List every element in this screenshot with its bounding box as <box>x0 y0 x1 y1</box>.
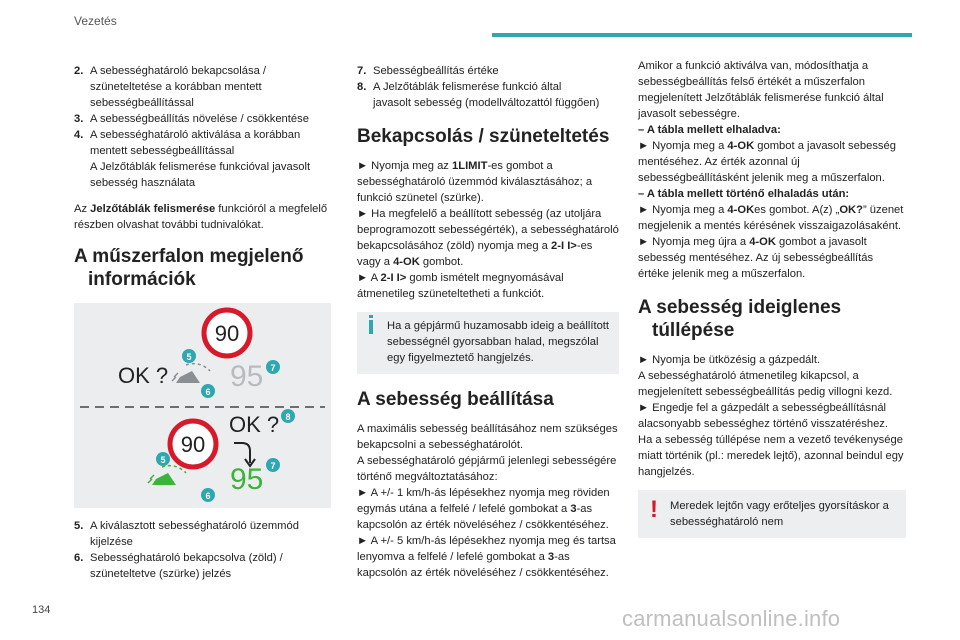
list-item <box>74 550 334 582</box>
badge-6-bottom-label: 6 <box>205 491 211 501</box>
running-header: Vezetés <box>74 14 117 28</box>
info-box <box>357 312 619 374</box>
badge-7-top-label: 7 <box>270 363 276 373</box>
item-number: 4. <box>74 129 84 141</box>
item-text: Sebességhatároló bekapcsolva (zöld) / szüneteltetve (szürke) jelzés <box>90 552 283 580</box>
list-item <box>74 111 334 127</box>
arrow-down-icon <box>234 443 250 463</box>
paragraph: ► Ha megfelelő a beállított sebesség (az utoljára beprogramozott sebességérték), a sebességhatároló bekapcsolásához (zöld) nyomja meg a 2-I I>-es vagy a 4-OK gombot. <box>357 208 619 268</box>
item-text: Sebességbeállítás értéke <box>373 65 499 77</box>
item-text: A sebességhatároló bekapcsolása / szüneteltetése a korábban mentett sebességbeállítással <box>90 65 267 109</box>
set-speed-top: 95 <box>230 360 264 393</box>
speed-limit-sign-bottom-value: 90 <box>180 432 206 457</box>
section-heading: A sebesség beállítása <box>357 389 554 410</box>
paragraph: ► A 2-I I> gomb ismételt megnyomásával átmenetileg szüneteltetheti a funkciót. <box>357 272 564 300</box>
badge-7-bottom-label: 7 <box>270 461 276 471</box>
watermark: carmanualsonline.info <box>622 606 841 631</box>
paragraph: ► Engedje fel a gázpedált a sebességbeállításnál alacsonyabb sebességhez történő visszatéréshez. <box>638 402 889 430</box>
paragraph: ► Nyomja meg a 4-OK gombot a javasolt sebesség mentéséhez. Az érték azonnal új sebességbeállításként jelenik meg a műszerfalon. <box>638 140 896 184</box>
paragraph: A sebességhatároló gépjármű jelenlegi sebességére történő megváltoztatásához: <box>357 455 617 483</box>
list-item <box>74 63 334 111</box>
section-heading: A műszerfalon megjelenő információk <box>74 246 304 290</box>
badge-8-label: 8 <box>285 412 291 422</box>
paragraph: ► Nyomja meg a 4-OKes gombot. A(z) „OK?” üzenet megjelenik a mentés kérésének visszaigazolásaként. <box>638 204 904 232</box>
column-2 <box>357 63 619 581</box>
badge-5-top-label: 5 <box>186 352 192 362</box>
item-text: A kiválasztott sebességhatároló üzemmód kijelzése <box>90 520 299 548</box>
page-number: 134 <box>32 604 51 616</box>
item-number: 3. <box>74 113 84 125</box>
warning-box <box>638 490 906 538</box>
item-text: A Jelzőtáblák felismerése funkció által javasolt sebesség (modellváltozattól függően) <box>373 81 600 109</box>
list-item <box>357 63 619 79</box>
badge-6-top-label: 6 <box>205 387 211 397</box>
item-number: 7. <box>357 65 367 77</box>
ok-prompt-bottom: OK ? <box>229 412 280 437</box>
paragraph: ► Nyomja meg újra a 4-OK gombot a javasolt sebesség mentéséhez. Az új sebességbeállítás értéke jelenik meg a műszerfalon. <box>638 236 874 280</box>
paragraph: Ha a sebesség túllépése nem a vezető tevékenysége miatt történik (pl.: meredek lejtő), azonnal beindul egy hangjelzés. <box>638 434 904 478</box>
paragraph: ► Nyomja meg az 1LIMIT-es gombot a sebességhatároló üzemmód kiválasztásához; a funkció szünetel (szürke). <box>357 160 593 204</box>
ok-prompt-top: OK ? <box>118 363 169 388</box>
badge-5-bottom-label: 5 <box>160 455 166 465</box>
item-number: 2. <box>74 65 84 77</box>
paragraph: A sebességhatároló átmenetileg kikapcsol, a megjelenített sebességbeállítás pedig villogni kezd. <box>638 370 893 398</box>
header-accent-bar <box>492 33 912 37</box>
paragraph: ► A +/- 5 km/h-ás lépésekhez nyomja meg és tartsa lenyomva a felfelé / lefelé gombokat a 3-as kapcsolón az érték növeléséhez / csökkentéséhez. <box>357 535 616 579</box>
paragraph: Az Jelzőtáblák felismerése funkcióról a megfelelő részben olvashat további tudnivalókat. <box>74 203 328 231</box>
info-text: Ha a gépjármű huzamosabb ideig a beállított sebességnél gyorsabban halad, megszólal egy figyelmeztető hangjelzés. <box>387 320 610 364</box>
item-text: A sebességhatároló aktiválása a korábban mentett sebességbeállítással A Jelzőtáblák felismerése funkcióval javasolt sebesség használata <box>90 129 311 189</box>
subheading: – A tábla mellett elhaladva: <box>638 124 781 136</box>
list-item <box>74 127 334 191</box>
paragraph: A maximális sebesség beállításához nem szükséges bekapcsolni a sebességhatárolót. <box>357 423 618 451</box>
section-heading: Bekapcsolás / szüneteltetés <box>357 126 610 147</box>
item-number: 8. <box>357 81 367 93</box>
item-number: 5. <box>74 520 84 532</box>
instrument-panel-diagram <box>74 303 331 508</box>
item-number: 6. <box>74 552 84 564</box>
list-item <box>357 79 619 111</box>
column-3 <box>638 58 906 538</box>
limiter-icon-grey <box>172 364 210 383</box>
info-icon <box>369 320 373 334</box>
warning-icon: ! <box>650 496 658 523</box>
item-text: A sebességbeállítás növelése / csökkentése <box>90 113 309 125</box>
paragraph: ► Nyomja be ütközésig a gázpedált. <box>638 354 821 366</box>
column-1 <box>74 63 334 582</box>
speed-limit-sign-top-value: 90 <box>214 321 240 346</box>
limiter-icon-green <box>148 466 186 485</box>
set-speed-bottom: 95 <box>230 463 264 496</box>
warning-text: Meredek lejtőn vagy erőteljes gyorsításkor a sebességhatároló nem <box>670 500 889 528</box>
section-heading: A sebesség ideiglenes túllépése <box>638 297 842 341</box>
subheading: – A tábla mellett történő elhaladás után: <box>638 188 850 200</box>
legend-list <box>74 518 334 582</box>
paragraph: ► A +/- 1 km/h-ás lépésekhez nyomja meg röviden egymás utána a felfelé / lefelé gombokat a 3-as kapcsolón az érték növeléséhez / csökkentéséhez. <box>357 487 610 531</box>
paragraph: Amikor a funkció aktiválva van, módosíthatja a sebességbeállítás felső értékét a műszerfalon megjelenített Jelzőtáblák felismerése funkció által javasolt sebességre. <box>638 60 884 120</box>
list-item <box>74 518 334 550</box>
